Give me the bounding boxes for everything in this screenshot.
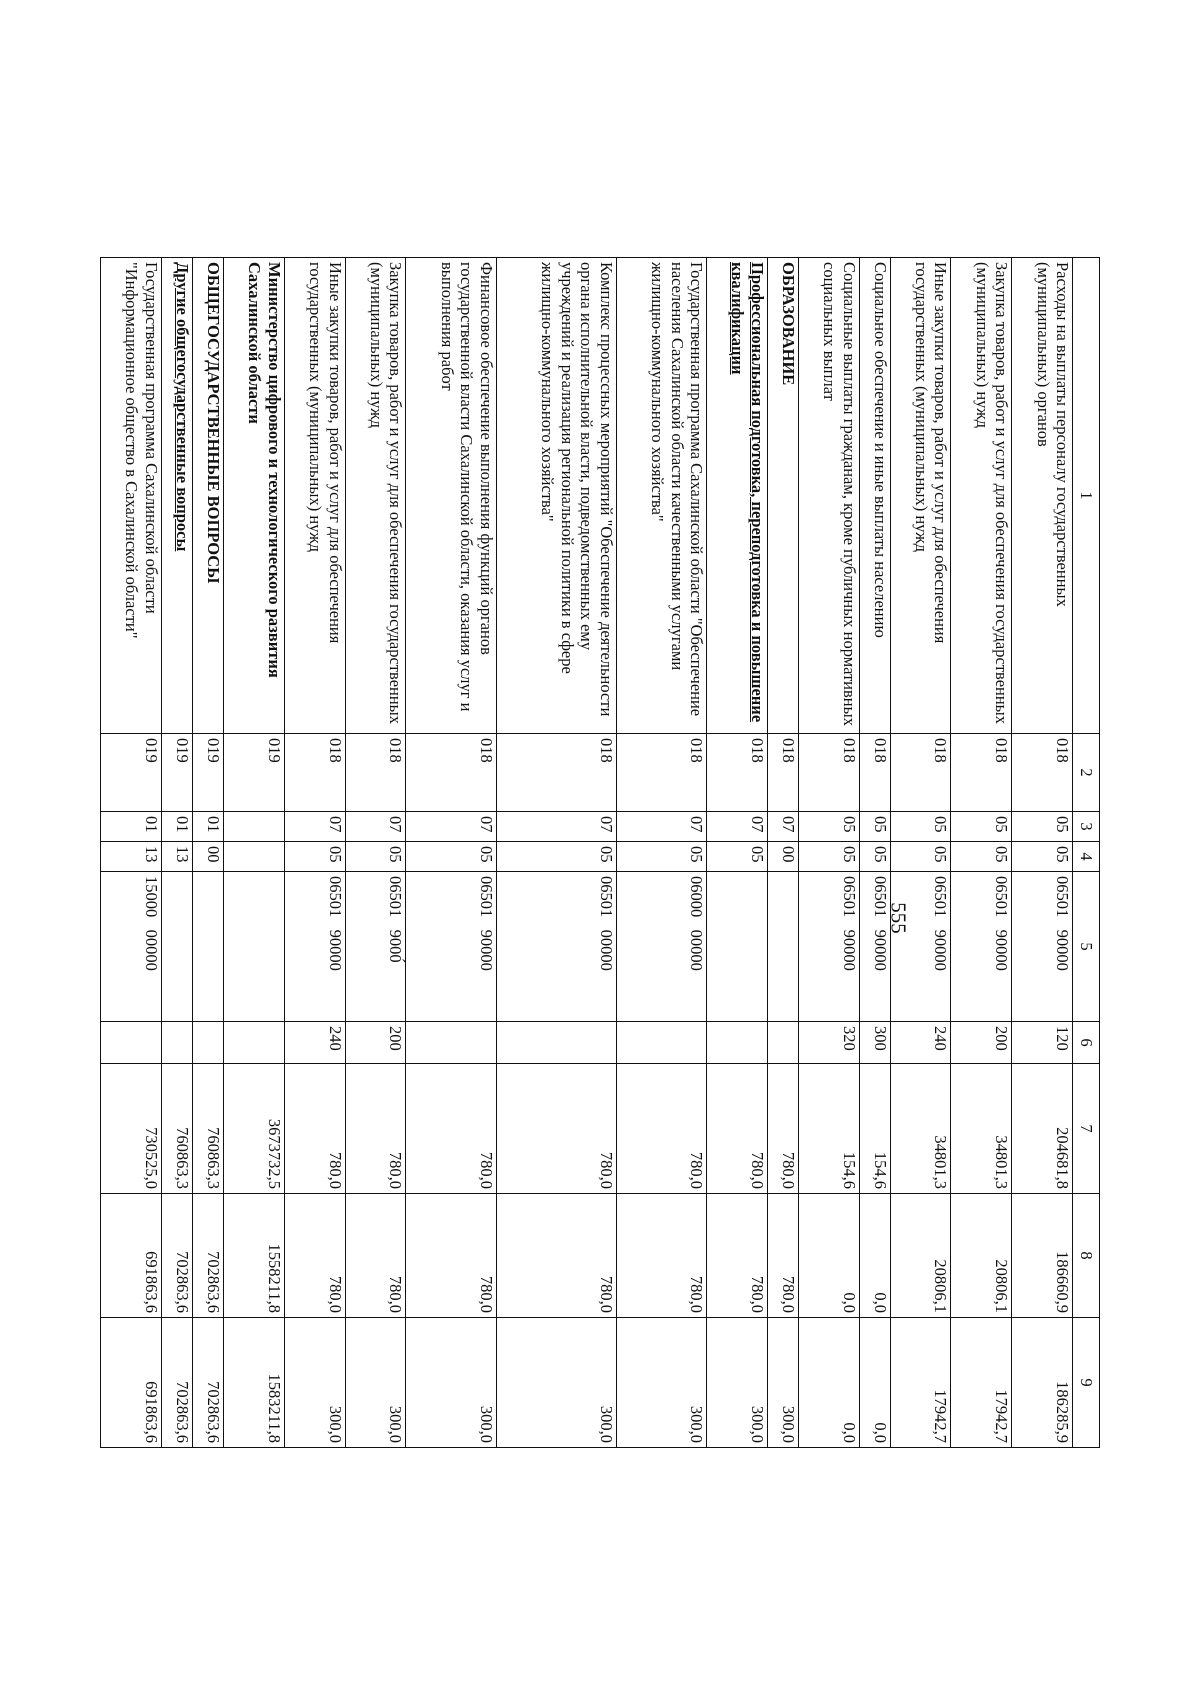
- header-col-5: 5: [1073, 872, 1100, 1022]
- row-amount-year-2: 702863,6: [192, 1194, 223, 1318]
- row-name: ОБРАЗОВАНИЕ: [767, 258, 798, 734]
- row-expense-type: [161, 1022, 192, 1064]
- row-subsection: 05: [951, 842, 1012, 872]
- row-name: Министерство цифрового и технологического развития Сахалинской области: [224, 258, 285, 734]
- row-subsection: 05: [798, 842, 859, 872]
- row-amount-year-2: 702863,6: [161, 1194, 192, 1318]
- row-ministry-code: 018: [616, 734, 706, 812]
- row-name: Закупка товаров, работ и услуг для обеспечения государственных (муниципальных) нужд: [951, 258, 1012, 734]
- header-row: [1073, 258, 1100, 1448]
- row-section: 07: [406, 812, 496, 842]
- row-amount-year-2: 780,0: [767, 1194, 798, 1318]
- table-row: [406, 258, 496, 1448]
- row-amount-year-3: 300,0: [767, 1318, 798, 1448]
- row-expense-type: 300: [859, 1022, 890, 1064]
- row-target-article: 06501 90000: [798, 872, 859, 1022]
- row-amount-year-2: 20806,1: [951, 1194, 1012, 1318]
- row-amount-year-1: 780,0: [406, 1064, 496, 1194]
- row-amount-year-3: 300,0: [406, 1318, 496, 1448]
- row-target-article: 06501 90000: [859, 872, 890, 1022]
- row-subsection: 05: [496, 842, 616, 872]
- row-target-article: 06000 00000: [616, 872, 706, 1022]
- row-section: 01: [161, 812, 192, 842]
- row-amount-year-1: 780,0: [767, 1064, 798, 1194]
- row-expense-type: [496, 1022, 616, 1064]
- header-col-3: 3: [1073, 812, 1100, 842]
- row-amount-year-1: 760863,3: [161, 1064, 192, 1194]
- row-subsection: 05: [406, 842, 496, 872]
- table-row: [767, 258, 798, 1448]
- row-amount-year-2: 780,0: [345, 1194, 406, 1318]
- row-section: 07: [496, 812, 616, 842]
- table-row: [616, 258, 706, 1448]
- row-target-article: [161, 872, 192, 1022]
- header-col-6: 6: [1073, 1022, 1100, 1064]
- row-amount-year-2: 0,0: [859, 1194, 890, 1318]
- row-expense-type: 200: [345, 1022, 406, 1064]
- row-target-article: 06501 90000: [951, 872, 1012, 1022]
- row-expense-type: [616, 1022, 706, 1064]
- row-amount-year-2: 780,0: [496, 1194, 616, 1318]
- row-amount-year-1: 730525,0: [101, 1064, 162, 1194]
- row-ministry-code: 018: [707, 734, 768, 812]
- row-amount-year-1: 3673732,5: [224, 1064, 285, 1194]
- table-row: [890, 258, 951, 1448]
- row-subsection: 05: [345, 842, 406, 872]
- row-amount-year-1: 34801,3: [890, 1064, 951, 1194]
- row-amount-year-1: 780,0: [616, 1064, 706, 1194]
- row-target-article: 06501 90000: [284, 872, 345, 1022]
- table-row: [284, 258, 345, 1448]
- row-amount-year-3: 300,0: [496, 1318, 616, 1448]
- row-amount-year-2: 780,0: [616, 1194, 706, 1318]
- row-name: Социальные выплаты гражданам, кроме публичных нормативных социальных выплат: [798, 258, 859, 734]
- row-expense-type: [767, 1022, 798, 1064]
- table-row: [798, 258, 859, 1448]
- row-name: Финансовое обеспечение выполнения функций органов государственной власти Сахалинской области, оказания услуг и выполнения работ: [406, 258, 496, 734]
- header-col-1: 1: [1073, 258, 1100, 734]
- row-expense-type: 120: [1012, 1022, 1073, 1064]
- row-expense-type: [707, 1022, 768, 1064]
- header-col-8: 8: [1073, 1194, 1100, 1318]
- row-ministry-code: 018: [496, 734, 616, 812]
- row-ministry-code: 018: [284, 734, 345, 812]
- row-target-article: [192, 872, 223, 1022]
- table-row: [224, 258, 285, 1448]
- header-col-4: 4: [1073, 842, 1100, 872]
- row-amount-year-3: 186285,9: [1012, 1318, 1073, 1448]
- row-subsection: 05: [284, 842, 345, 872]
- row-ministry-code: 018: [798, 734, 859, 812]
- row-subsection: 05: [707, 842, 768, 872]
- row-name: Государственная программа Сахалинской области "Обеспечение населения Сахалинской области качественными услугами жилищно-коммунального хозяйства": [616, 258, 706, 734]
- row-ministry-code: 019: [161, 734, 192, 812]
- table-row: [1012, 258, 1073, 1448]
- row-name: Расходы на выплаты персоналу государственных (муниципальных) органов: [1012, 258, 1073, 734]
- row-expense-type: 200: [951, 1022, 1012, 1064]
- row-amount-year-3: 0,0: [798, 1318, 859, 1448]
- row-section: 05: [798, 812, 859, 842]
- row-section: 05: [1012, 812, 1073, 842]
- row-amount-year-3: 300,0: [707, 1318, 768, 1448]
- row-amount-year-1: 154,6: [798, 1064, 859, 1194]
- row-target-article: 06501 90000: [890, 872, 951, 1022]
- table-row: [101, 258, 162, 1448]
- row-target-article: 15000 00000: [101, 872, 162, 1022]
- row-ministry-code: 018: [890, 734, 951, 812]
- budget-table-container: [100, 257, 1100, 1447]
- row-amount-year-3: 300,0: [616, 1318, 706, 1448]
- row-amount-year-3: 702863,6: [192, 1318, 223, 1448]
- row-section: 07: [616, 812, 706, 842]
- row-section: 07: [345, 812, 406, 842]
- row-section: 05: [890, 812, 951, 842]
- row-amount-year-2: 186660,9: [1012, 1194, 1073, 1318]
- row-name: Государственная программа Сахалинской области "Информационное общество в Сахалинской области": [101, 258, 162, 734]
- row-target-article: [767, 872, 798, 1022]
- table-row: [707, 258, 768, 1448]
- row-amount-year-1: 780,0: [707, 1064, 768, 1194]
- row-amount-year-2: 780,0: [406, 1194, 496, 1318]
- row-subsection: 05: [1012, 842, 1073, 872]
- row-amount-year-3: 300,0: [345, 1318, 406, 1448]
- header-col-9: 9: [1073, 1318, 1100, 1448]
- row-target-article: [707, 872, 768, 1022]
- row-name: Социальное обеспечение и иные выплаты населению: [859, 258, 890, 734]
- row-target-article: 06501 90000: [406, 872, 496, 1022]
- row-subsection: [224, 842, 285, 872]
- row-subsection: 05: [890, 842, 951, 872]
- row-expense-type: [406, 1022, 496, 1064]
- table-row: [345, 258, 406, 1448]
- row-amount-year-2: 780,0: [284, 1194, 345, 1318]
- row-ministry-code: 018: [406, 734, 496, 812]
- row-expense-type: [101, 1022, 162, 1064]
- row-amount-year-1: 204681,8: [1012, 1064, 1073, 1194]
- row-amount-year-3: 300,0: [284, 1318, 345, 1448]
- row-ministry-code: 018: [859, 734, 890, 812]
- row-section: 01: [192, 812, 223, 842]
- row-subsection: 00: [192, 842, 223, 872]
- row-amount-year-1: 760863,3: [192, 1064, 223, 1194]
- row-subsection: 05: [859, 842, 890, 872]
- row-ministry-code: 019: [224, 734, 285, 812]
- row-section: 05: [859, 812, 890, 842]
- row-expense-type: 240: [284, 1022, 345, 1064]
- row-section: 07: [707, 812, 768, 842]
- row-target-article: 06501 00000: [496, 872, 616, 1022]
- row-amount-year-1: 780,0: [284, 1064, 345, 1194]
- row-amount-year-3: 702863,6: [161, 1318, 192, 1448]
- table-row: [496, 258, 616, 1448]
- row-amount-year-1: 780,0: [345, 1064, 406, 1194]
- row-name: Комплекс процессных мероприятий "Обеспечение деятельности органа исполнительной власти, подведомственных ему учреждений и реализация региональной политики в сфере жилищно-коммунального хозяйства": [496, 258, 616, 734]
- row-ministry-code: 018: [345, 734, 406, 812]
- table-row: [161, 258, 192, 1448]
- row-amount-year-3: 691863,6: [101, 1318, 162, 1448]
- row-amount-year-1: 154,6: [859, 1064, 890, 1194]
- row-amount-year-2: 691863,6: [101, 1194, 162, 1318]
- row-amount-year-3: 17942,7: [951, 1318, 1012, 1448]
- row-subsection: 05: [616, 842, 706, 872]
- row-section: 01: [101, 812, 162, 842]
- row-subsection: 13: [101, 842, 162, 872]
- row-name: Закупка товаров, работ и услуг для обеспечения государственных (муниципальных) нужд: [345, 258, 406, 734]
- header-col-7: 7: [1073, 1064, 1100, 1194]
- row-name: Другие общегосударственные вопросы: [161, 258, 192, 734]
- row-expense-type: 240: [890, 1022, 951, 1064]
- row-subsection: 00: [767, 842, 798, 872]
- row-section: 07: [767, 812, 798, 842]
- row-target-article: [224, 872, 285, 1022]
- budget-table: [100, 257, 1100, 1448]
- header-col-2: 2: [1073, 734, 1100, 812]
- table-row: [859, 258, 890, 1448]
- row-expense-type: 320: [798, 1022, 859, 1064]
- row-amount-year-3: 17942,7: [890, 1318, 951, 1448]
- row-expense-type: [192, 1022, 223, 1064]
- row-amount-year-2: 0,0: [798, 1194, 859, 1318]
- row-amount-year-2: 780,0: [707, 1194, 768, 1318]
- row-ministry-code: 019: [192, 734, 223, 812]
- row-section: 07: [284, 812, 345, 842]
- row-amount-year-2: 20806,1: [890, 1194, 951, 1318]
- row-ministry-code: 018: [1012, 734, 1073, 812]
- row-section: 05: [951, 812, 1012, 842]
- row-name: ОБЩЕГОСУДАРСТВЕННЫЕ ВОПРОСЫ: [192, 258, 223, 734]
- row-expense-type: [224, 1022, 285, 1064]
- row-name: Профессиональная подготовка, переподготовка и повышение квалификации: [707, 258, 768, 734]
- row-ministry-code: 019: [101, 734, 162, 812]
- row-ministry-code: 018: [767, 734, 798, 812]
- row-subsection: 13: [161, 842, 192, 872]
- page-number: 555: [886, 902, 911, 934]
- row-target-article: 06501 9000́: [345, 872, 406, 1022]
- row-ministry-code: 018: [951, 734, 1012, 812]
- row-target-article: 06501 90000: [1012, 872, 1073, 1022]
- table-row: [951, 258, 1012, 1448]
- row-name: Иные закупки товаров, работ и услуг для обеспечения государственных (муниципальных) нужд: [890, 258, 951, 734]
- row-section: [224, 812, 285, 842]
- row-name: Иные закупки товаров, работ и услуг для обеспечения государственных (муниципальных) нужд: [284, 258, 345, 734]
- row-amount-year-3: 1583211,8: [224, 1318, 285, 1448]
- row-amount-year-2: 1558211,8: [224, 1194, 285, 1318]
- row-amount-year-1: 34801,3: [951, 1064, 1012, 1194]
- row-amount-year-3: 0,0: [859, 1318, 890, 1448]
- table-row: [192, 258, 223, 1448]
- row-amount-year-1: 780,0: [496, 1064, 616, 1194]
